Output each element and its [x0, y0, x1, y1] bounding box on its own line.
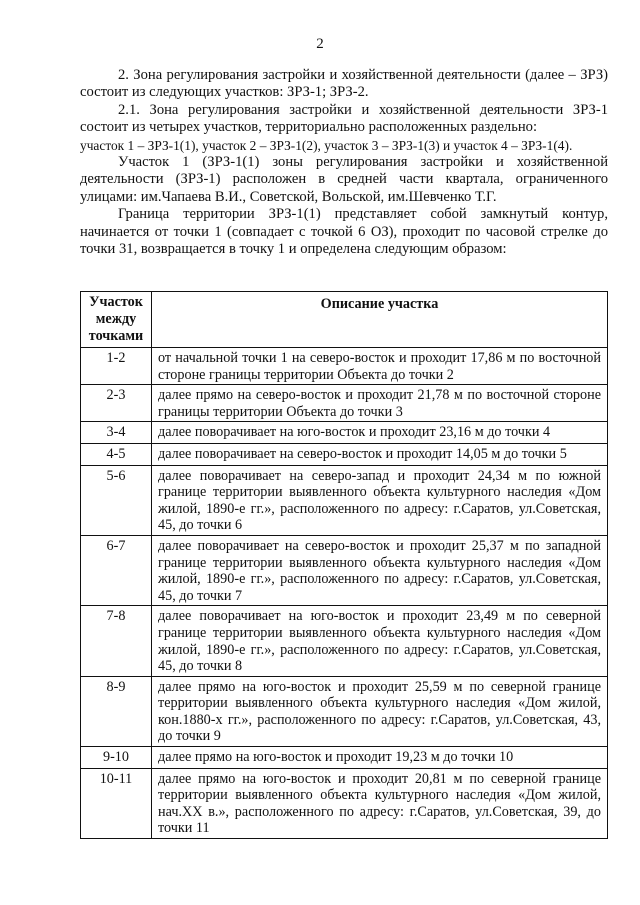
segment-cell: 10-11: [81, 768, 152, 838]
table-row: [81, 535, 608, 605]
description-cell: далее поворачивает на северо-восток и проходит 25,37 м по западной границе территории выявленного объекта культурного наследия «Дом жилой, 1890-е гг.», расположенного по адресу: г.Саратов, ул.Советская, 45, до точки 7: [152, 535, 608, 605]
boundary-table: [80, 291, 608, 839]
description-cell: далее поворачивает на юго-восток и проходит 23,49 м по северной границе территории выявленного объекта культурного наследия «Дом жилой, 1890-е гг.», расположенного по адресу: г.Саратов, ул.Советская, 45, до точки 8: [152, 606, 608, 676]
table-row: [81, 422, 608, 444]
header-segment: Участок между точками: [81, 292, 152, 348]
description-cell: от начальной точки 1 на северо-восток и проходит 17,86 м по восточной стороне границы территории Объекта до точки 2: [152, 348, 608, 385]
table-row: [81, 768, 608, 838]
segment-cell: 5-6: [81, 465, 152, 535]
paragraph-plot1-location: Участок 1 (ЗРЗ-1(1) зоны регулирования застройки и хозяйственной деятельности (ЗРЗ-1) расположен в средней части квартала, ограниченного улицами: им.Чапаева В.И., Советской, Вольской, им.Шевченко Т.Г.: [80, 154, 608, 205]
paragraph-zrz1-parts: участок 1 – ЗРЗ-1(1), участок 2 – ЗРЗ-1(2), участок 3 – ЗРЗ-1(3) и участок 4 – ЗРЗ-1(4).: [80, 137, 573, 153]
segment-cell: 1-2: [81, 348, 152, 385]
table-row: [81, 465, 608, 535]
header-description: Описание участка: [152, 292, 608, 348]
table-row: [81, 606, 608, 676]
segment-cell: 7-8: [81, 606, 152, 676]
segment-cell: 3-4: [81, 422, 152, 444]
description-cell: далее поворачивает на юго-восток и проходит 23,16 м до точки 4: [152, 422, 608, 444]
table-header-row: [81, 292, 608, 348]
segment-cell: 9-10: [81, 747, 152, 769]
table-row: [81, 443, 608, 465]
segment-cell: 6-7: [81, 535, 152, 605]
description-cell: далее прямо на юго-восток и проходит 20,81 м по северной границе территории выявленного объекта культурного наследия «Дом жилой, нач.XX в.», расположенного по адресу: г.Саратов, ул.Советская, 39, до точки 11: [152, 768, 608, 838]
segment-cell: 8-9: [81, 676, 152, 746]
paragraph-boundary-intro: Граница территории ЗРЗ-1(1) представляет собой замкнутый контур, начинается от точки 1 (совпадает с точкой 6 ОЗ), проходит по часовой стрелке до точки 31, возвращается в точку 1 и определена следующим образом:: [80, 206, 608, 258]
paragraph-zrz1-composition: 2.1. Зона регулирования застройки и хозяйственной деятельности ЗРЗ-1 состоит из четырех участков, территориально расположенных раздельно:: [80, 101, 608, 136]
segment-cell: 2-3: [81, 385, 152, 422]
description-cell: далее поворачивает на северо-запад и проходит 24,34 м по южной границе территории выявленного объекта культурного наследия «Дом жилой, 1890-е гг.», расположенного по адресу: г.Саратов, ул.Советская, 45, до точки 6: [152, 465, 608, 535]
table-row: [81, 676, 608, 746]
description-cell: далее прямо на юго-восток и проходит 25,59 м по северной границе территории выявленного объекта культурного наследия «Дом жилой, кон.1880-х гг.», расположенного по адресу: г.Саратов, ул.Советская, 43, до точки 9: [152, 676, 608, 746]
table-row: [81, 348, 608, 385]
body-text: [80, 67, 608, 258]
description-cell: далее поворачивает на северо-восток и проходит 14,05 м до точки 5: [152, 443, 608, 465]
segment-cell: 4-5: [81, 443, 152, 465]
description-cell: далее прямо на северо-восток и проходит 21,78 м по восточной стороне границы территории Объекта до точки 3: [152, 385, 608, 422]
paragraph-zone-composition: 2. Зона регулирования застройки и хозяйственной деятельности (далее – ЗРЗ) состоит из следующих участков: ЗРЗ-1; ЗРЗ-2.: [80, 67, 608, 101]
description-cell: далее прямо на юго-восток и проходит 19,23 м до точки 10: [152, 747, 608, 769]
table-row: [81, 747, 608, 769]
table-row: [81, 385, 608, 422]
page-number: 2: [316, 36, 324, 52]
